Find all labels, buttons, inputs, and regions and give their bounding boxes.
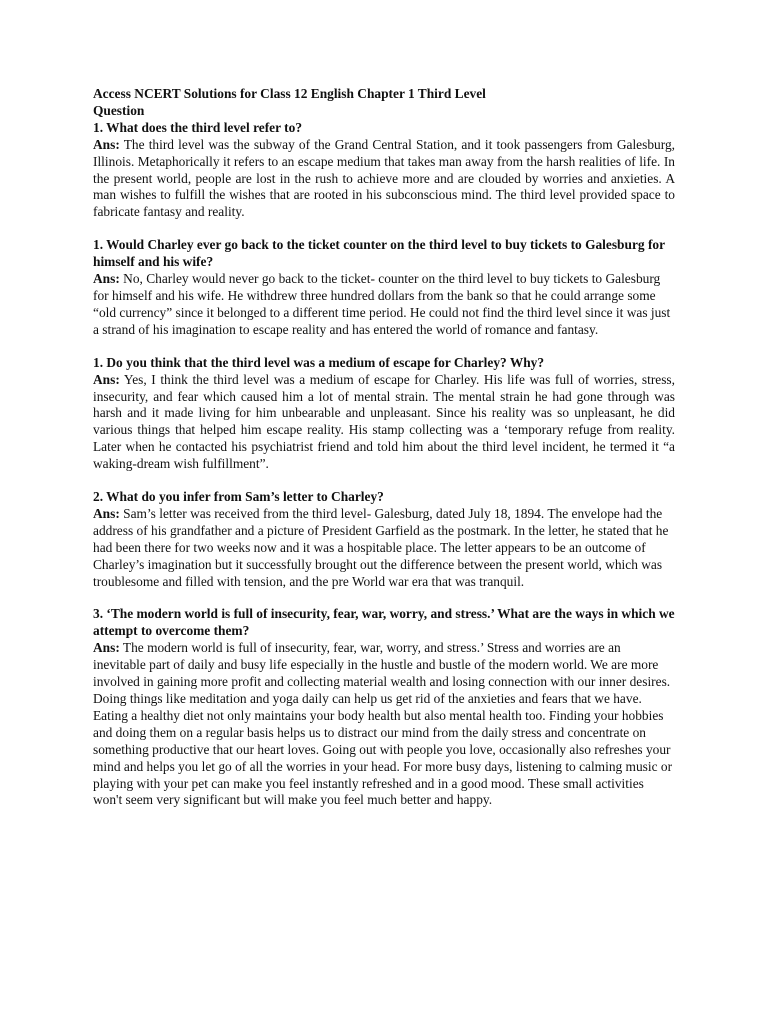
- answer-paragraph: [93, 506, 675, 591]
- answer-text: The third level was the subway of the Grand Central Station, and it took passengers from Galesburg, Illinois. Metaphorically it refers to an escape medium that takes man away from the harsh realities of life. In the present world, people are lost in the rush to achieve more and are clouded by worries and anxieties. A man wishes to fulfill the wishes that are rooted in his subconscious mind. The third level provided space to fabricate fantasy and reality.: [93, 136, 675, 220]
- answer-label: Ans:: [93, 505, 120, 521]
- answer-text: Yes, I think the third level was a medium of escape for Charley. His life was full of worries, stress, insecurity, and fear which caused him a lot of mental strain. The mental strain he had gone through was harsh and it made living for him unbearable and unpleasant. Since his reality was so unpleasant, he did various things that helped him escape reality. His stamp collecting was a ‘temporary refuge from reality. Later when he contacted his psychiatrist friend and told him about the third level incident, he termed it “a waking-dream wish fulfillment”.: [93, 371, 675, 472]
- answer-text: No, Charley would never go back to the ticket- counter on the third level to buy tickets to Galesburg for himself and his wife. He withdrew three hundred dollars from the bank so that he could arrange some “old currency” since it belonged to a different time period. He could not find the third level since it was just a strand of his imagination to escape reality and has entered the world of romance and fantasy.: [93, 271, 671, 337]
- question-text: 1. Would Charley ever go back to the ticket counter on the third level to buy tickets to Galesburg for himself and his wife?: [93, 237, 665, 270]
- answer-text: Sam’s letter was received from the third level- Galesburg, dated July 18, 1894. The envelope had the address of his grandfather and a picture of President Garfield as the postmark. In the letter, he stated that he had been there for two weeks now and it was a hospitable place. The letter appears to be an outcome of Charley’s imagination but it successfully brought out the difference between the present world, which was troublesome and filled with tension, and the pre World war era that was tranquil.: [93, 505, 669, 589]
- answer-label: Ans:: [93, 271, 120, 287]
- answer-paragraph: [93, 640, 675, 809]
- answer-paragraph: [93, 271, 675, 339]
- answer-paragraph: [93, 137, 675, 222]
- question-text: 1. What does the third level refer to?: [93, 119, 303, 135]
- qa-item-1: [93, 120, 675, 221]
- answer-label: Ans:: [93, 640, 120, 656]
- answer-text: The modern world is full of insecurity, fear, war, worry, and stress.’ Stress and worries are an inevitable part of daily and busy life especially in the hustle and bustle of the modern world. We are more involved in gaining more profit and collecting material wealth and losing connection with our inner desires. Doing things like meditation and yoga daily can help us get rid of the anxieties and fears that we have. Eating a healthy diet not only maintains your body health but also mental health too. Finding your hobbies and doing them on a regular basis helps us to distract our mind from the daily stress and concentrate on something productive that our heart loves. Going out with people you love, occasionally also refreshes your mind and helps you let go of all the worries in your head. For more busy days, listening to calming music or playing with your pet can make you feel instantly refreshed and in a good mood. These small activities won't seem very significant but will make you feel much better and happy.: [93, 640, 673, 808]
- answer-paragraph: [93, 372, 675, 473]
- section-label: Question: [93, 102, 145, 118]
- document-page: [93, 86, 675, 825]
- question-text: 2. What do you infer from Sam’s letter to Charley?: [93, 489, 384, 505]
- question-text: 1. Do you think that the third level was a medium of escape for Charley? Why?: [93, 354, 545, 370]
- answer-label: Ans:: [93, 371, 120, 387]
- qa-item-2: [93, 237, 675, 338]
- answer-label: Ans:: [93, 136, 120, 152]
- qa-item-4: [93, 489, 675, 590]
- document-title: Access NCERT Solutions for Class 12 English Chapter 1 Third Level: [93, 86, 486, 101]
- qa-item-3: [93, 355, 675, 473]
- question-text: 3. ‘The modern world is full of insecurity, fear, war, worry, and stress.’ What are the ways in which we attempt to overcome them?: [93, 606, 675, 639]
- qa-item-5: [93, 606, 675, 809]
